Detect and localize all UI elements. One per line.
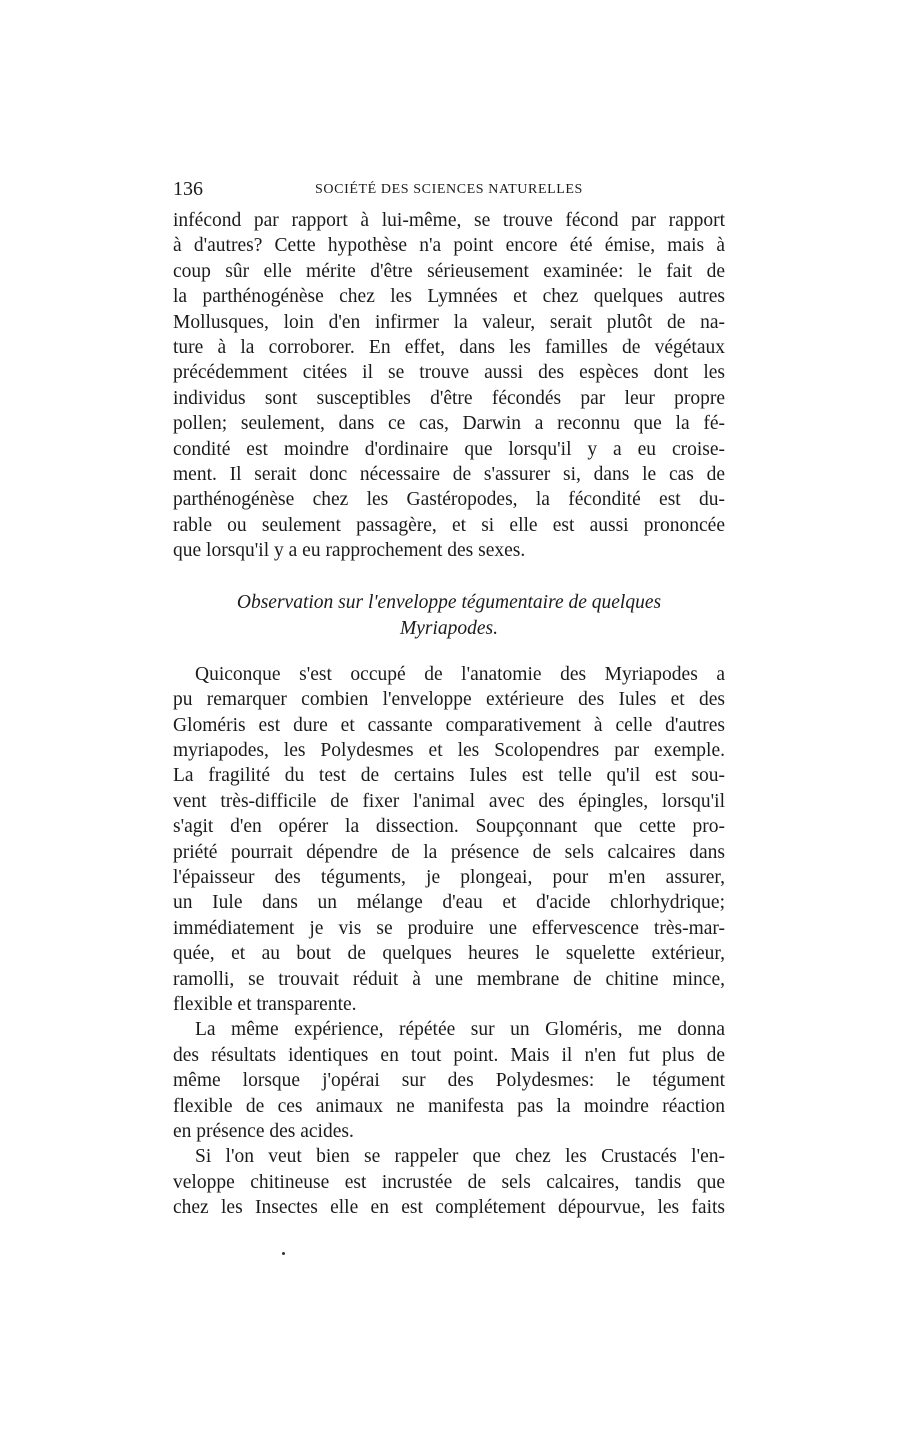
text-line: Quiconque s'est occupé de l'anatomie des Myriapodes a: [195, 663, 725, 685]
text-line: pollen; seulement, dans ce cas, Darwin a reconnu que la fé-: [173, 413, 725, 435]
page-number: 136: [173, 178, 203, 200]
text-line: ramolli, se trouvait réduit à une membrane de chitine mince,: [173, 968, 725, 990]
text-line: immédiatement je vis se produire une effervescence très-mar-: [173, 917, 725, 939]
text-line: flexible et transparente.: [173, 993, 357, 1015]
text-line: l'épaisseur des téguments, je plongeai, pour m'en assurer,: [173, 866, 725, 888]
text-line: rable ou seulement passagère, et si elle est aussi prononcée: [173, 514, 725, 536]
paragraph-1: [173, 208, 725, 564]
text-line: Mollusques, loin d'en infirmer la valeur, serait plutôt de na-: [173, 311, 725, 333]
text-line: La même expérience, répétée sur un Gloméris, me donna: [195, 1019, 725, 1041]
text-line: que lorsqu'il y a eu rapprochement des sexes.: [173, 540, 526, 562]
text-line: myriapodes, les Polydesmes et les Scolopendres par exemple.: [173, 739, 725, 761]
text-line: pu remarquer combien l'enveloppe extérieure des Iules et des: [173, 689, 725, 711]
text-line: précédemment citées il se trouve aussi des espèces dont les: [173, 362, 725, 384]
text-line: un Iule dans un mélange d'eau et d'acide chlorhydrique;: [173, 892, 725, 914]
text-line: Gloméris est dure et cassante comparativement à celle d'autres: [173, 714, 725, 736]
paragraph-4: [173, 1144, 725, 1220]
text-line: Si l'on veut bien se rappeler que chez les Crustacés l'en-: [195, 1146, 725, 1168]
text-line: même lorsque j'opérai sur des Polydesmes: le tégument: [173, 1070, 725, 1092]
text-line: individus sont susceptibles d'être fécondés par leur propre: [173, 387, 725, 409]
ink-speck: [282, 1252, 285, 1255]
text-line: priété pourrait dépendre de la présence de sels calcaires dans: [173, 841, 725, 863]
text-line: veloppe chitineuse est incrustée de sels calcaires, tandis que: [173, 1171, 725, 1193]
text-line: quée, et au bout de quelques heures le squelette extérieur,: [173, 943, 725, 965]
paragraph-3: [173, 1017, 725, 1144]
text-line: infécond par rapport à lui-même, se trouve fécond par rapport: [173, 210, 725, 231]
paragraph-2: [173, 662, 725, 1018]
running-title: SOCIÉTÉ DES SCIENCES NATURELLES: [315, 182, 583, 197]
text-line: flexible de ces animaux ne manifesta pas la moindre réaction: [173, 1095, 725, 1117]
text-line: ture à la corroborer. En effet, dans les familles de végétaux: [173, 337, 725, 359]
text-line: condité est moindre d'ordinaire que lorsqu'il y a eu croise-: [173, 438, 725, 460]
section-title-line-2: Myriapodes.: [399, 617, 499, 639]
text-line: chez les Insectes elle en est complétement dépourvue, les faits: [173, 1197, 725, 1219]
text-line: parthénogénèse chez les Gastéropodes, la fécondité est du-: [173, 489, 725, 511]
text-line: à d'autres? Cette hypothèse n'a point encore été émise, mais à: [173, 235, 725, 257]
text-line: des résultats identiques en tout point. Mais il n'en fut plus de: [173, 1044, 725, 1066]
section-title: [173, 590, 725, 642]
text-line: ment. Il serait donc nécessaire de s'assurer si, dans le cas de: [173, 464, 725, 486]
text-line: vent très-difficile de fixer l'animal avec des épingles, lorsqu'il: [173, 790, 725, 812]
text-line: en présence des acides.: [173, 1121, 354, 1142]
text-line: coup sûr elle mérite d'être sérieusement examinée: le fait de: [173, 260, 725, 282]
text-line: La fragilité du test de certains Iules est telle qu'il est sou-: [173, 765, 725, 787]
section-title-line-1: Observation sur l'enveloppe tégumentaire de quelques: [236, 591, 662, 613]
text-line: s'agit d'en opérer la dissection. Soupçonnant que cette pro-: [173, 816, 725, 838]
running-head: [173, 178, 725, 208]
book-page: [173, 178, 725, 1221]
text-line: la parthénogénèse chez les Lymnées et chez quelques autres: [173, 286, 725, 308]
